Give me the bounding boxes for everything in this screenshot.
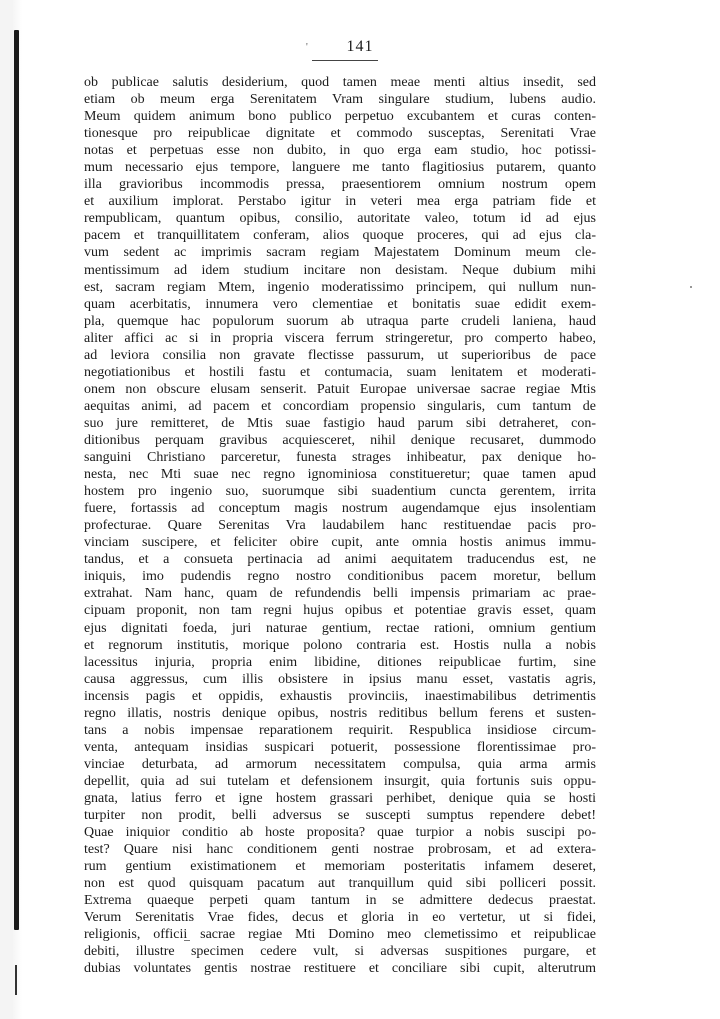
text-line: vinciam suscipere, et feliciter obire cupit, ante omnia hostis animus immu- [84, 535, 596, 551]
page-number: 141 [346, 38, 374, 55]
text-line: lacessitus injuria, propria enim libidine, ditiones reipublicae furtim, sine [84, 654, 596, 670]
text-line: non est quod quisquam pacatum aut tranquillum quid sibi polliceri possit. [84, 876, 596, 892]
text-line: pla, quemque hac populorum suorum ab utraqua parte crudeli laniena, haud [84, 313, 596, 329]
text-line: cipuam proponit, non tam regni hujus opibus et potentiae gravis esset, quam [84, 603, 596, 619]
text-line: tans a nobis impensae reparationem requirit. Respublica insidiose circum- [84, 722, 596, 738]
text-line: incensis pagis et oppidis, exhaustis provinciis, inaestimabilibus detrimentis [84, 688, 596, 704]
text-line: Meum quidem animum bono publico perpetuo excubantem et curas conten- [84, 109, 596, 125]
text-line: regno illatis, nostris denique opibus, nostris reditibus bellum ferens et susten- [84, 705, 596, 721]
text-line: mum necessario ejus tempore, languere me tanto flagitiosius putarem, quanto [84, 160, 596, 176]
text-line: Verum Serenitatis Vrae fides, decus et gloria in eo vertetur, ut si fidei, [84, 910, 596, 926]
text-line: extrahat. Nam hanc, quam de refundendis belli impensis primariam ac prae- [84, 586, 596, 602]
text-line: Quae iniquior conditio ab hoste proposita? quae turpior a nobis suscipi po- [84, 825, 596, 841]
text-line: rum gentium existimationem et memoriam posteritatis infamem deseret, [84, 859, 596, 875]
text-line: ejus dignitati foeda, juri naturae gentium, rectae rationi, omnium gentium [84, 620, 596, 636]
text-line: onem non obscure elusam senserit. Patuit Europae universae sacrae regiae Mtis [84, 381, 596, 397]
text-line: tandus, et a consueta pertinacia ad animi aequitatem traducendus est, ne [84, 552, 596, 568]
text-line: ditionibus perquam gravibus acquiesceret, nihil denique recusaret, dummodo [84, 432, 596, 448]
text-line: sanguini Christiano parceretur, funesta strages inhibeatur, pax denique ho- [84, 450, 596, 466]
text-line: venta, antequam insidias suspicari potuerit, possessione florentissimae pro- [84, 739, 596, 755]
scan-speck [690, 286, 692, 288]
page-mark: ' [306, 42, 308, 53]
text-line: tionesque pro reipublicae dignitate et commodo susceptas, Serenitati Vrae [84, 126, 596, 142]
text-line: test? Quare nisi hanc conditionem genti nostrae probrosam, et ad extera- [84, 842, 596, 858]
text-line: rempublicam, quantum opibus, consilio, autoritate valeo, totum id ad ejus [84, 211, 596, 227]
text-line: aequitas animi, ad pacem et concordiam propensio singularis, cum tantum de [84, 398, 596, 414]
text-line: et regnorum institutis, morique polono contraria est. Hostis nulla a nobis [84, 637, 596, 653]
text-line: illa gravioribus incommodis pressa, praesentiorem omnium nostrum opem [84, 177, 596, 193]
text-line: vinciae deturbata, ad armorum necessitatem compulsa, quia arma armis [84, 756, 596, 772]
text-line: iniquis, imo pudendis regno nostro conditionibus pacem moretur, bellum [84, 569, 596, 585]
text-line: profecturae. Quare Serenitas Vra laudabilem hanc restituendae pacis pro- [84, 518, 596, 534]
text-line: Extrema quaeque perpeti quam tantum in se admittere dedecus praestat. [84, 893, 596, 909]
text-line: et auxilium implorat. Perstabo igitur in veteri mea erga patriam fide et [84, 194, 596, 210]
text-line: negotiationibus et hostili fastu et contumacia, suam lenitatem et moderati- [84, 364, 596, 380]
text-line: causa aggressus, cum illis obsistere in ipsius manu esset, vastatis agris, [84, 671, 596, 687]
text-line: mentissimum ad idem studium incitare non desistam. Neque dubium mihi [84, 262, 596, 278]
text-line: dubias voluntates gentis nostrae restituere et conciliare sibi cupit, alterutrum [84, 961, 596, 977]
text-line: ad leviora consilia non gravate flectisse passurum, ut superioribus de pace [84, 347, 596, 363]
binding-strip [14, 30, 19, 930]
text-line: fuere, fortassis ad conceptum magis nostrum augendamque ejus insolentiam [84, 501, 596, 517]
text-line: depellit, quia ad sui tutelam et defensionem insurgit, quia fortunis suis oppu- [84, 773, 596, 789]
text-line: religionis, officii sacrae regiae Mti Domino meo clemetissimo et reipublicae [84, 927, 596, 943]
text-line: debiti, illustre specimen cedere vult, si adversas suspitiones purgare, et [84, 944, 596, 960]
binding-tail [15, 965, 17, 995]
text-line: vum sedent ac imprimis sacram regiam Majestatem Dominum meum cle- [84, 245, 596, 261]
text-line: aliter affici ac si in propria viscera ferrum stringeretur, pro comperto habeo, [84, 330, 596, 346]
text-line: hostem pro ingenio suo, suorumque sibi suadentium cuncta gerentem, irrita [84, 484, 596, 500]
text-line: turpiter non prodit, belli adversus se suscepti sumptus rependere debet! [84, 808, 596, 824]
page-number-rule [312, 60, 378, 61]
text-line: est, sacram regiam Mtem, ingenio moderatissimo principem, qui nullum nun- [84, 279, 596, 295]
body-text [84, 74, 596, 977]
text-line: pacem et tranquillitatem conferam, alios quoque proceres, qui ad ejus cla- [84, 228, 596, 244]
text-line: etiam ob meum erga Serenitatem Vram singulare studium, lubens audio. [84, 92, 596, 108]
text-line: quam acerbitatis, innumera vero clementiae et bonitatis suae edidit exem- [84, 296, 596, 312]
text-line: ob publicae salutis desiderium, quod tamen meae menti altius insedit, sed [84, 75, 596, 90]
text-line: suo jure remitteret, de Mtis suae fastigio haud parum sibi detraheret, con- [84, 415, 596, 431]
text-line: gnata, latius ferro et igne hostem grassari perhibet, denique quia se hosti [84, 790, 596, 806]
text-line: nesta, nec Mti suae nec regno ignominiosa constitueretur; quae tamen apud [84, 467, 596, 483]
text-line: notas et perpetuas esse non dubito, in quo erga eam studio, hoc potissi- [84, 143, 596, 159]
